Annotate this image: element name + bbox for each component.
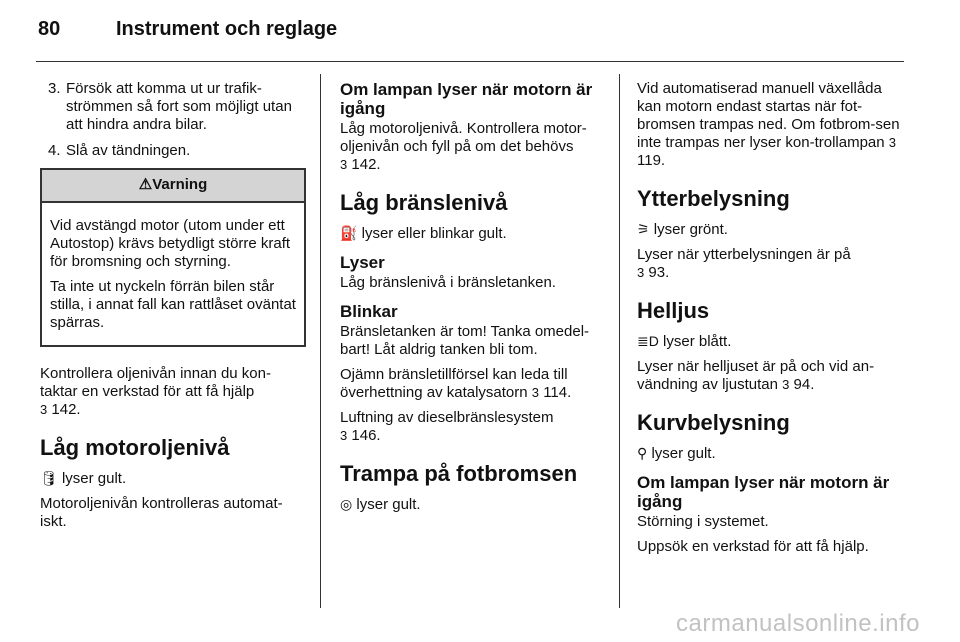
- section-heading: Helljus: [637, 298, 710, 323]
- page-ref-arrow-icon: 3: [340, 428, 348, 443]
- exterior-light-icon: ⚞: [637, 221, 650, 237]
- page-ref-arrow-icon: 3: [637, 265, 645, 280]
- paragraph: Störning i systemet.: [637, 513, 769, 530]
- paragraph: Motoroljenivån kontrolleras automat-iskt.: [40, 495, 283, 530]
- indicator-status: lyser grönt.: [653, 221, 728, 238]
- warning-header: [42, 170, 304, 203]
- page-ref-arrow-icon: 3: [340, 157, 348, 172]
- section-heading: Trampa på fotbromsen: [340, 461, 578, 486]
- paragraph: Låg bränslenivå i bränsletanken.: [340, 274, 556, 291]
- indicator-line: [40, 469, 306, 488]
- column-1: [40, 80, 306, 538]
- paragraph: [637, 358, 905, 394]
- subsection-heading: Om lampan lyser när motorn är igång: [340, 80, 593, 118]
- indicator-line: [637, 220, 905, 239]
- paragraph-text: Kontrollera oljenivån innan du kon-taktar en verkstad för att få hjälp: [40, 365, 271, 400]
- page-ref[interactable]: 114.: [543, 384, 572, 401]
- list-number: 3.: [48, 80, 61, 97]
- page-title: Instrument och reglage: [116, 18, 338, 40]
- page-number: 80: [38, 18, 61, 40]
- indicator-status: lyser gult.: [651, 445, 716, 462]
- indicator-status: lyser blått.: [663, 333, 732, 350]
- paragraph: [637, 246, 905, 282]
- warning-text: Vid avstängd motor (utom under ett Autostop) krävs betydligt större kraft för bromsning och styrning.: [50, 217, 291, 270]
- warning-title: Varning: [152, 176, 208, 193]
- column-2: [340, 80, 604, 521]
- paragraph-text: Lyser när ytterbelysningen är på: [637, 246, 851, 263]
- page-ref[interactable]: 93.: [648, 264, 670, 281]
- section-heading: Låg bränslenivå: [340, 190, 508, 215]
- indicator-line: [637, 444, 905, 463]
- subsection-heading: Om lampan lyser när motorn är igång: [637, 473, 890, 511]
- warning-body: [42, 203, 304, 345]
- list-item: [40, 80, 306, 134]
- header-rule: [36, 61, 904, 62]
- paragraph: Uppsök en verkstad för att få hjälp.: [637, 538, 869, 555]
- paragraph: [340, 366, 604, 402]
- fuel-pump-icon: ⛽: [340, 225, 358, 241]
- high-beam-icon: ≣D: [637, 333, 659, 349]
- indicator-status: lyser eller blinkar gult.: [361, 225, 507, 242]
- indicator-status: lyser gult.: [356, 496, 421, 513]
- page-ref[interactable]: 94.: [793, 376, 815, 393]
- paragraph-text: Låg motoroljenivå. Kontrollera motor-oljenivån och fyll på om det behövs: [340, 120, 587, 155]
- paragraph: [340, 120, 604, 174]
- paragraph-text: Lyser när helljuset är på och vid an-vändning av ljustutan: [637, 358, 875, 393]
- brake-icon: ◎: [340, 496, 353, 512]
- paragraph-text: Luftning av dieselbränslesystem: [340, 409, 554, 426]
- page-ref[interactable]: 142.: [351, 156, 381, 173]
- list-text: Slå av tändningen.: [66, 142, 191, 159]
- section-heading: Kurvbelysning: [637, 410, 790, 435]
- paragraph-text: Vid automatiserad manuell växellåda kan motorn endast startas när fot-bromsen trampas ned. Om fotbrom-sen inte trampas ner lyser kon-trollampan: [637, 80, 900, 151]
- list-text: Försök att komma ut ur trafik-strömmen så fort som möjligt utan att hindra andra bilar.: [66, 80, 292, 133]
- page-ref-arrow-icon: 3: [782, 377, 790, 392]
- warning-text: Ta inte ut nyckeln förrän bilen står stilla, i annat fall kan rattlåset oväntat spärras.: [50, 278, 296, 331]
- paragraph-text: Ojämn bränsletillförsel kan leda till överhettning av katalysatorn: [340, 366, 568, 401]
- warning-box: [40, 168, 306, 347]
- page-ref-arrow-icon: 3: [40, 402, 48, 417]
- indicator-line: [637, 332, 905, 351]
- subsection-heading: Blinkar: [340, 302, 398, 321]
- paragraph: [637, 80, 905, 170]
- subsection-heading: Lyser: [340, 253, 385, 272]
- page-ref-arrow-icon: 3: [531, 385, 540, 400]
- section-heading: Låg motoroljenivå: [40, 435, 230, 460]
- page-ref[interactable]: 142.: [51, 401, 81, 418]
- paragraph: Bränsletanken är tom! Tanka omedel-bart! Låt aldrig tanken bli tom.: [340, 323, 590, 358]
- page-header: [38, 18, 337, 41]
- section-heading: Ytterbelysning: [637, 186, 790, 211]
- column-divider-1: [320, 74, 321, 608]
- warning-icon: ⚠: [138, 176, 153, 193]
- paragraph: [340, 409, 604, 445]
- column-3: [637, 80, 905, 563]
- oil-can-icon: 🛢: [40, 470, 58, 486]
- watermark: carmanualsonline.info: [676, 610, 920, 637]
- list-item: [40, 142, 306, 160]
- page-ref[interactable]: 119.: [637, 152, 666, 169]
- indicator-line: [340, 495, 604, 514]
- page-ref[interactable]: 146.: [351, 427, 381, 444]
- column-divider-2: [619, 74, 620, 608]
- page-ref-arrow-icon: 3: [888, 135, 897, 150]
- indicator-status: lyser gult.: [61, 470, 127, 487]
- paragraph: [40, 365, 306, 419]
- indicator-line: [340, 224, 604, 243]
- list-number: 4.: [48, 142, 61, 159]
- curve-light-icon: ⚲: [637, 445, 648, 461]
